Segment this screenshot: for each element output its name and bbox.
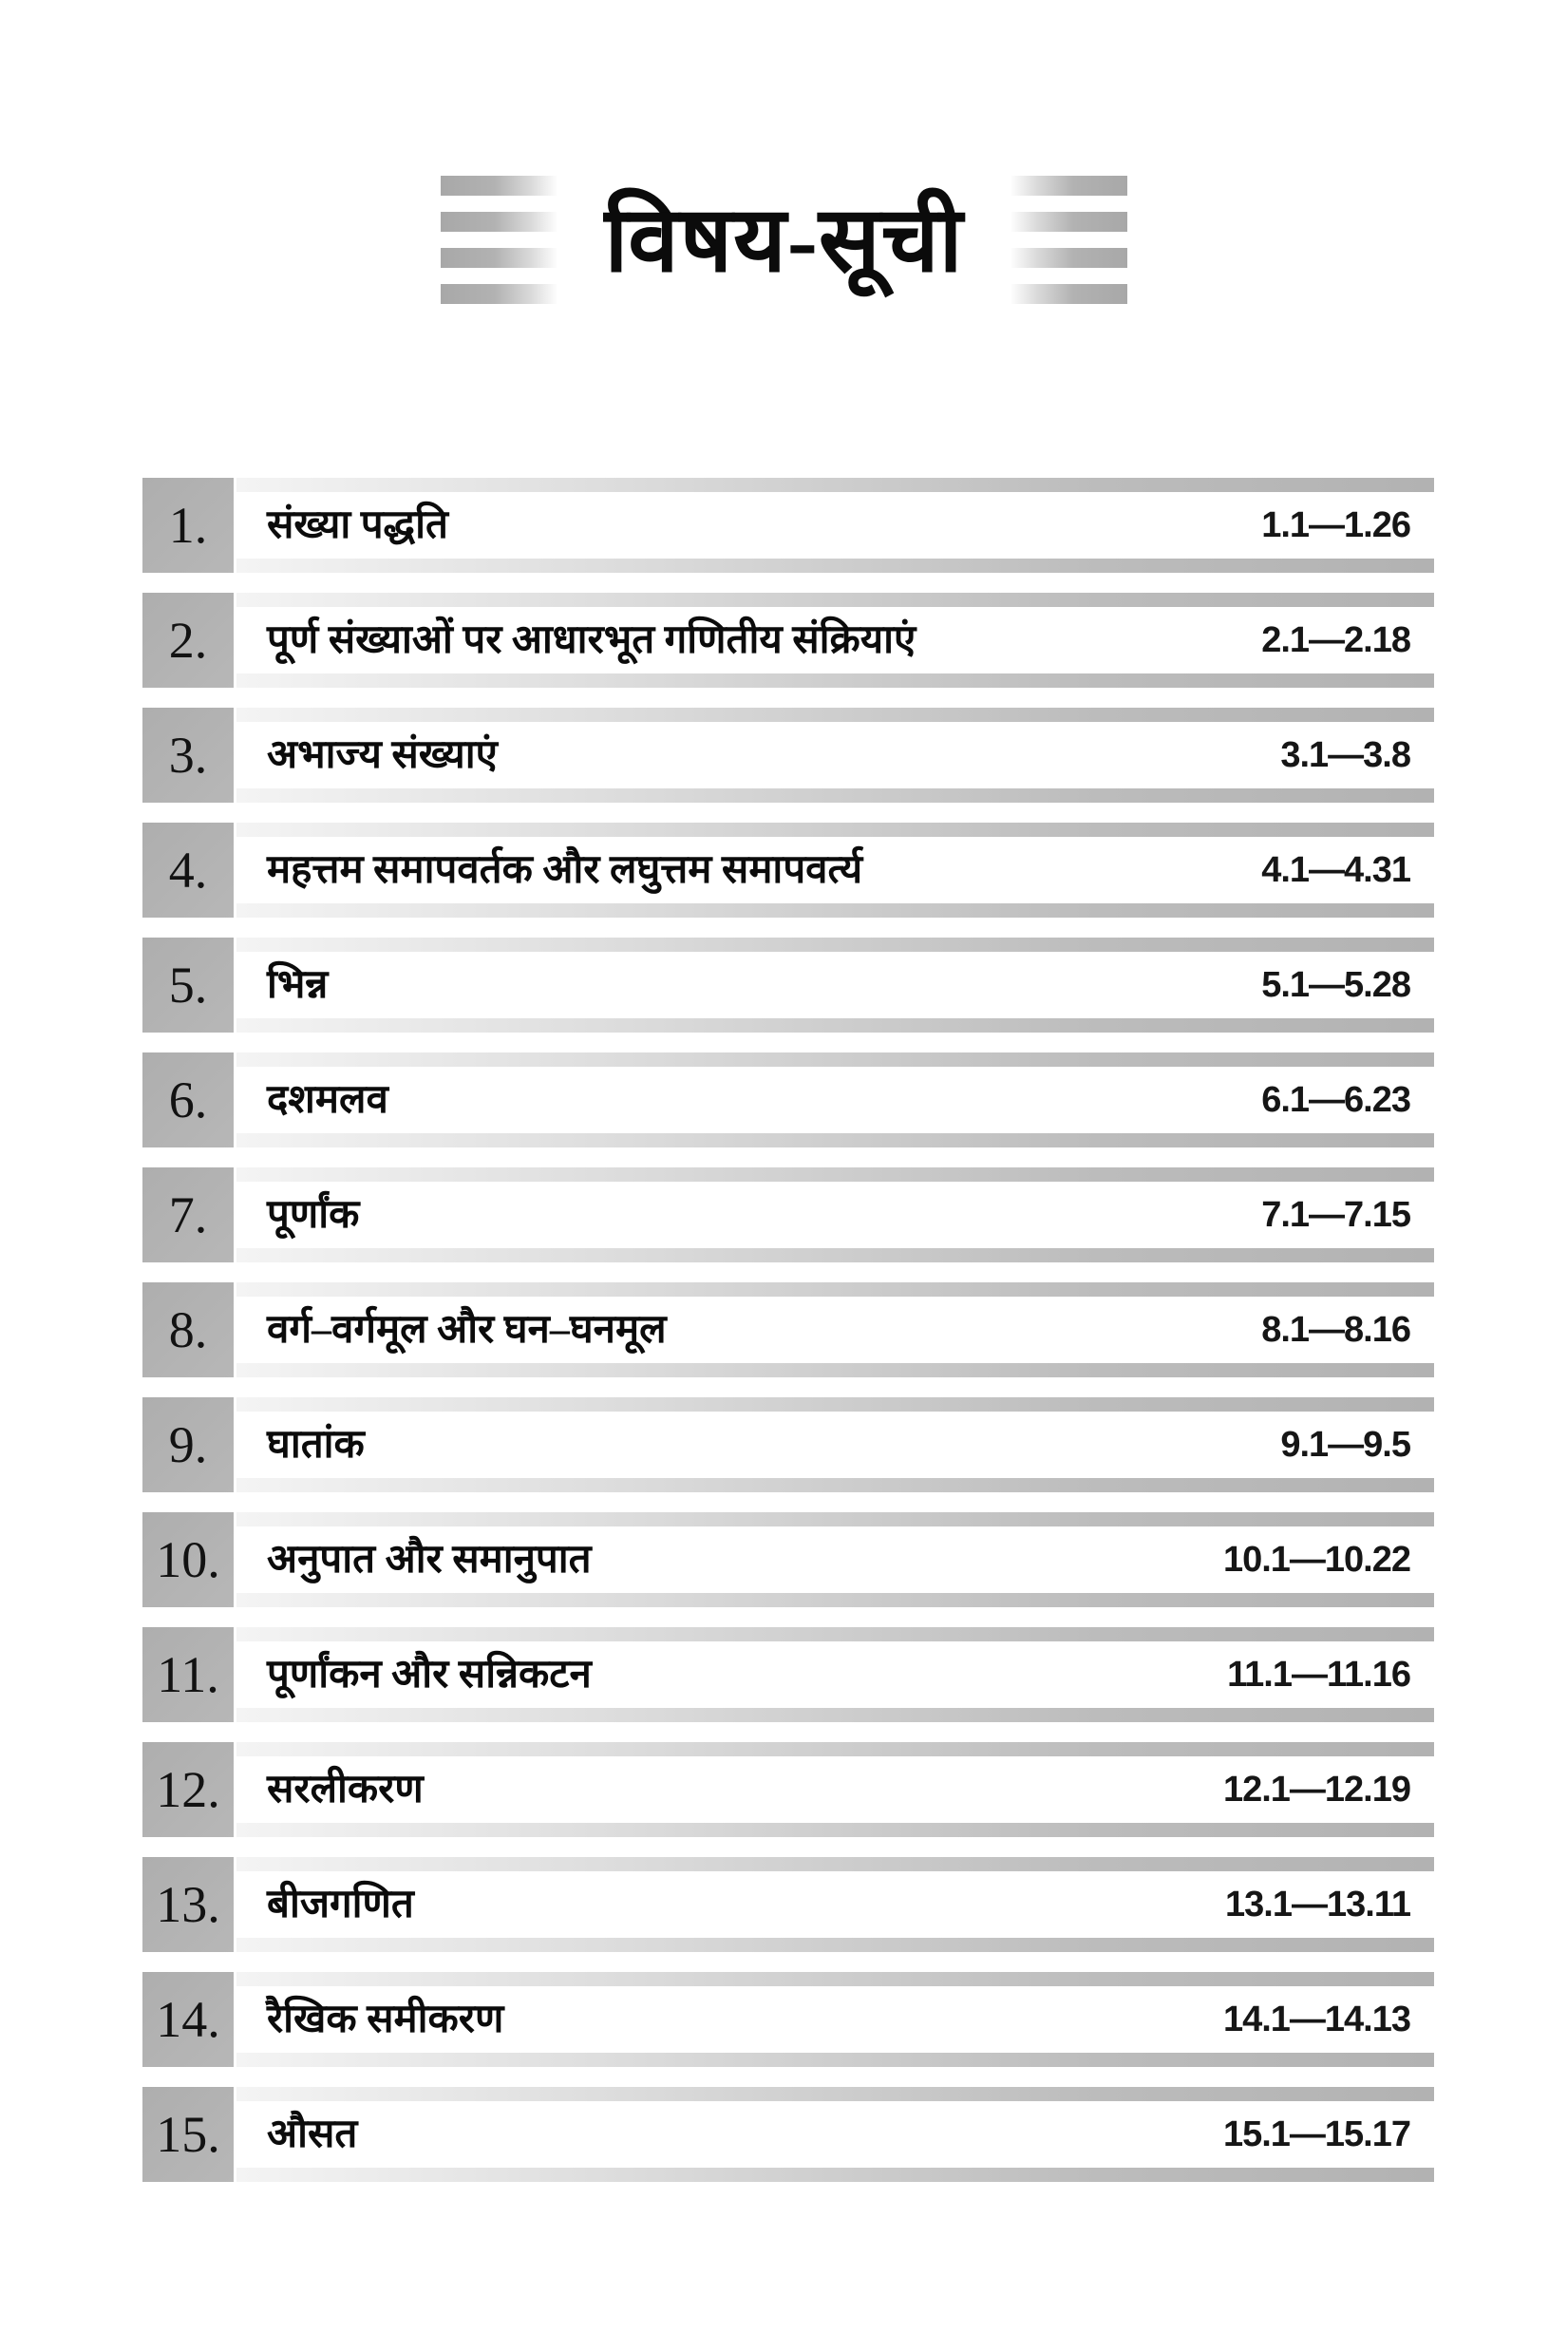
toc-row-body <box>236 1282 1434 1377</box>
row-bottom-bar <box>236 559 1434 573</box>
row-content <box>236 1641 1434 1708</box>
chapter-number: 14. <box>142 1972 234 2067</box>
row-bottom-bar <box>236 1823 1434 1837</box>
chapter-title: अनुपात और समानुपात <box>267 1538 592 1582</box>
toc-row-body <box>236 1052 1434 1147</box>
toc-row-body <box>236 593 1434 688</box>
row-top-bar <box>236 1282 1434 1297</box>
chapter-pages: 1.1—1.26 <box>1261 504 1410 545</box>
toc-row-body <box>236 2087 1434 2182</box>
chapter-title: पूर्ण संख्याओं पर आधारभूत गणितीय संक्रियाएं <box>267 618 916 662</box>
chapter-pages: 12.1—12.19 <box>1222 1769 1410 1810</box>
chapter-title: वर्ग–वर्गमूल और घन–घनमूल <box>267 1308 667 1352</box>
chapter-number: 9. <box>142 1397 234 1492</box>
row-top-bar <box>236 1167 1434 1182</box>
deco-bar <box>1008 248 1127 268</box>
toc-row-body <box>236 1742 1434 1837</box>
toc-row <box>142 593 1434 688</box>
chapter-title: घातांक <box>267 1423 365 1467</box>
row-content <box>236 1182 1434 1248</box>
chapter-title: दशमलव <box>267 1078 388 1122</box>
chapter-number: 6. <box>142 1052 234 1147</box>
toc-row <box>142 1627 1434 1722</box>
row-top-bar <box>236 823 1434 837</box>
toc-row-body <box>236 938 1434 1033</box>
decorative-bars-left-icon <box>441 176 560 304</box>
row-content <box>236 1756 1434 1823</box>
row-content <box>236 1067 1434 1133</box>
row-bottom-bar <box>236 2053 1434 2067</box>
chapter-title: संख्या पद्धति <box>267 503 448 547</box>
toc-row <box>142 1512 1434 1607</box>
chapter-number: 5. <box>142 938 234 1033</box>
toc-row-body <box>236 1857 1434 1952</box>
row-content <box>236 952 1434 1018</box>
chapter-number: 1. <box>142 478 234 573</box>
deco-bar <box>441 212 560 232</box>
toc-row-body <box>236 1512 1434 1607</box>
row-content <box>236 722 1434 788</box>
chapter-title: पूर्णांक <box>267 1193 360 1237</box>
row-top-bar <box>236 478 1434 492</box>
row-top-bar <box>236 1512 1434 1526</box>
header <box>0 0 1568 337</box>
row-bottom-bar <box>236 1248 1434 1262</box>
toc-row <box>142 2087 1434 2182</box>
toc-row <box>142 708 1434 803</box>
row-content <box>236 1986 1434 2053</box>
row-content <box>236 1297 1434 1363</box>
row-bottom-bar <box>236 1363 1434 1377</box>
row-bottom-bar <box>236 673 1434 688</box>
chapter-number: 4. <box>142 823 234 918</box>
row-top-bar <box>236 593 1434 607</box>
row-bottom-bar <box>236 1708 1434 1722</box>
toc-row-body <box>236 1397 1434 1492</box>
chapter-pages: 14.1—14.13 <box>1222 1999 1410 2039</box>
row-bottom-bar <box>236 788 1434 803</box>
toc-row <box>142 1857 1434 1952</box>
chapter-title: भिन्न <box>267 963 329 1007</box>
decorative-bars-right-icon <box>1008 176 1127 304</box>
row-bottom-bar <box>236 1593 1434 1607</box>
row-content <box>236 2101 1434 2168</box>
chapter-pages: 11.1—11.16 <box>1227 1654 1410 1695</box>
row-content <box>236 837 1434 903</box>
row-top-bar <box>236 1397 1434 1412</box>
chapter-number: 7. <box>142 1167 234 1262</box>
chapter-title: सरलीकरण <box>267 1768 424 1811</box>
deco-bar <box>1008 284 1127 304</box>
row-bottom-bar <box>236 2168 1434 2182</box>
row-bottom-bar <box>236 1478 1434 1492</box>
chapter-title: महत्तम समापवर्तक और लघुत्तम समापवर्त्य <box>267 848 863 892</box>
row-bottom-bar <box>236 1938 1434 1952</box>
chapter-number: 15. <box>142 2087 234 2182</box>
chapter-number: 13. <box>142 1857 234 1952</box>
toc-row <box>142 1742 1434 1837</box>
chapter-title: औसत <box>267 2113 358 2156</box>
row-top-bar <box>236 1627 1434 1641</box>
toc-row-body <box>236 823 1434 918</box>
chapter-number: 12. <box>142 1742 234 1837</box>
deco-bar <box>441 248 560 268</box>
chapter-number: 2. <box>142 593 234 688</box>
row-bottom-bar <box>236 1018 1434 1033</box>
toc-row-body <box>236 1972 1434 2067</box>
toc-row <box>142 478 1434 573</box>
chapter-pages: 2.1—2.18 <box>1261 619 1410 660</box>
toc-row-body <box>236 1627 1434 1722</box>
chapter-pages: 5.1—5.28 <box>1261 964 1410 1005</box>
chapter-pages: 8.1—8.16 <box>1261 1309 1410 1350</box>
toc-row <box>142 1397 1434 1492</box>
deco-bar <box>1008 176 1127 196</box>
toc-row-body <box>236 708 1434 803</box>
row-content <box>236 1412 1434 1478</box>
chapter-number: 8. <box>142 1282 234 1377</box>
toc-row <box>142 1167 1434 1262</box>
deco-bar <box>441 284 560 304</box>
toc-row <box>142 823 1434 918</box>
row-top-bar <box>236 2087 1434 2101</box>
row-top-bar <box>236 708 1434 722</box>
chapter-number: 3. <box>142 708 234 803</box>
row-bottom-bar <box>236 1133 1434 1147</box>
row-content <box>236 1871 1434 1938</box>
row-content <box>236 1526 1434 1593</box>
chapter-pages: 15.1—15.17 <box>1222 2114 1410 2154</box>
chapter-pages: 4.1—4.31 <box>1261 849 1410 890</box>
deco-bar <box>441 176 560 196</box>
chapter-title: रैखिक समीकरण <box>267 1998 504 2041</box>
chapter-title: अभाज्य संख्याएं <box>267 733 498 777</box>
row-top-bar <box>236 1857 1434 1871</box>
row-content <box>236 607 1434 673</box>
toc-row-body <box>236 1167 1434 1262</box>
chapter-pages: 6.1—6.23 <box>1261 1079 1410 1120</box>
toc-list <box>0 478 1434 2182</box>
toc-row <box>142 1052 1434 1147</box>
chapter-title: बीजगणित <box>267 1883 414 1926</box>
toc-row <box>142 1972 1434 2067</box>
deco-bar <box>1008 212 1127 232</box>
page-title: विषय-सूची <box>604 188 964 291</box>
toc-row <box>142 938 1434 1033</box>
row-top-bar <box>236 1972 1434 1986</box>
chapter-number: 10. <box>142 1512 234 1607</box>
chapter-number: 11. <box>142 1627 234 1722</box>
chapter-pages: 3.1—3.8 <box>1280 734 1410 775</box>
chapter-pages: 13.1—13.11 <box>1225 1884 1410 1924</box>
chapter-pages: 9.1—9.5 <box>1280 1424 1410 1465</box>
chapter-title: पूर्णांकन और सन्निकटन <box>267 1653 592 1697</box>
row-top-bar <box>236 1742 1434 1756</box>
row-content <box>236 492 1434 559</box>
toc-row-body <box>236 478 1434 573</box>
chapter-pages: 7.1—7.15 <box>1261 1194 1410 1235</box>
row-top-bar <box>236 1052 1434 1067</box>
row-top-bar <box>236 938 1434 952</box>
toc-row <box>142 1282 1434 1377</box>
chapter-pages: 10.1—10.22 <box>1222 1539 1410 1580</box>
row-bottom-bar <box>236 903 1434 918</box>
